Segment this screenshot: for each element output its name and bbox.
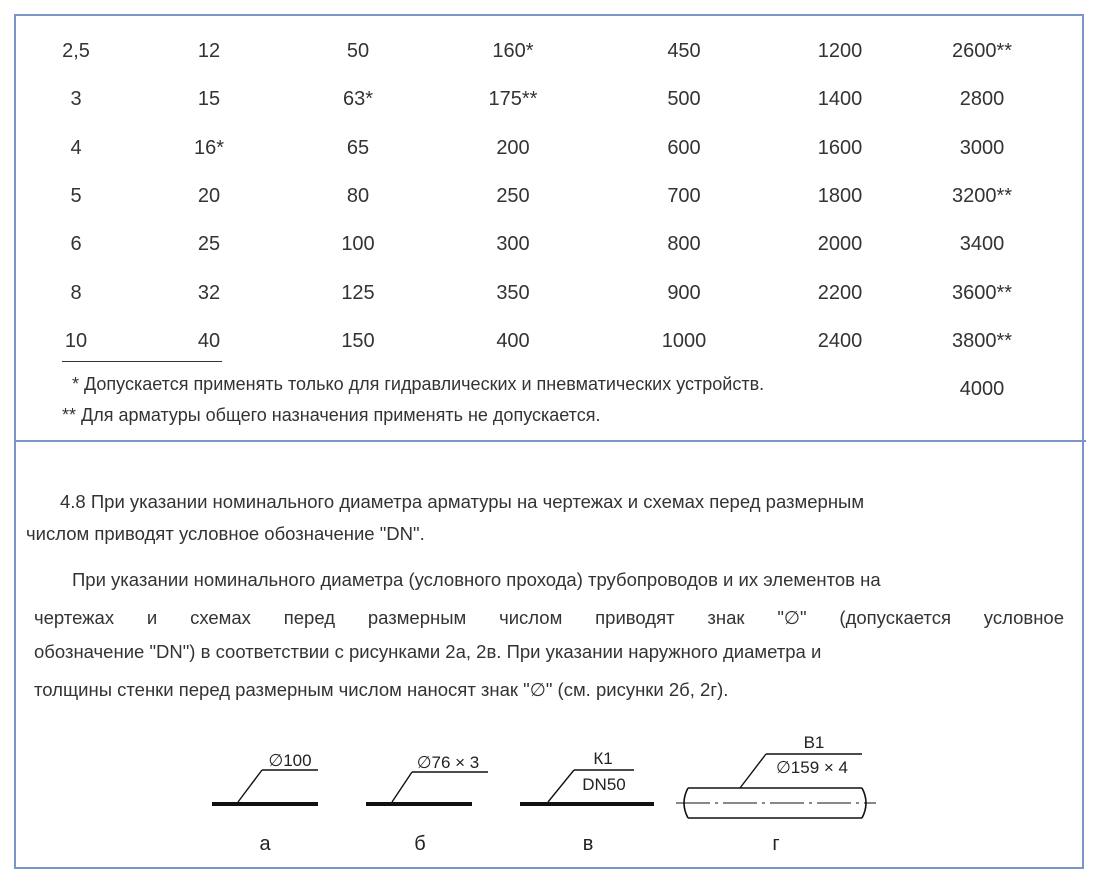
table-cell: 50 xyxy=(346,40,370,62)
paragraph-4-8-line-2: числом приводят условное обозначение "DN". xyxy=(26,523,425,544)
paragraph-2-line-4: толщины стенки перед размерным числом наносят знак "∅" (см. рисунки 2б, 2г). xyxy=(34,679,729,700)
table-cell: 450 xyxy=(667,40,701,62)
table-cell: 100 xyxy=(341,233,375,255)
table-cell: 300 xyxy=(496,233,530,255)
footnote-single-asterisk: * Допускается применять только для гидравлических и пневматических устройств. xyxy=(72,374,765,394)
table-cell: 2000 xyxy=(817,233,863,255)
paragraph-2-line-1: При указании номинального диаметра (условного прохода) трубопроводов и их элементов на xyxy=(72,569,881,590)
paragraph-4-8-line-1: 4.8 При указании номинального диаметра арматуры на чертежах и схемах перед размерным xyxy=(60,491,865,512)
table-cell-extra: 4000 xyxy=(959,378,1005,400)
figure-v-caption: в xyxy=(582,833,594,855)
table-cell: 3400 xyxy=(959,233,1005,255)
figure-g-label-bottom: ∅159 × 4 xyxy=(775,758,849,777)
table-cell: 80 xyxy=(346,185,370,207)
paragraph-2-line-3: обозначение "DN") в соответствии с рисунками 2а, 2в. При указании наружного диаметра и xyxy=(34,641,822,662)
figure-b-caption: б xyxy=(414,833,426,855)
table-cell: 150 xyxy=(341,330,375,352)
table-cell: 125 xyxy=(341,282,375,304)
table-cell: 40 xyxy=(197,330,221,352)
table-cell: 25 xyxy=(197,233,221,255)
figure-b xyxy=(366,753,488,855)
table-cell: 3600** xyxy=(951,282,1013,304)
paragraph-2-line-2: чертежах и схемах перед размерным числом приводят знак "∅" (допускается условное xyxy=(34,607,1064,628)
figures-area xyxy=(0,720,1100,870)
table-cell: 350 xyxy=(496,282,530,304)
table-cell: 175** xyxy=(488,88,538,110)
table-cell: 6 xyxy=(70,233,82,255)
section-divider xyxy=(14,440,1086,442)
footnote-double-asterisk: ** Для арматуры общего назначения применять не допускается. xyxy=(62,405,601,425)
table-cell: 65 xyxy=(346,137,370,159)
table-cell: 2600** xyxy=(951,40,1013,62)
table-cell: 16* xyxy=(193,137,225,159)
table-cell: 200 xyxy=(496,137,530,159)
figure-v-label-top: К1 xyxy=(593,749,613,768)
figure-v-label-bottom: DN50 xyxy=(582,775,626,794)
figure-b-label: ∅76 × 3 xyxy=(416,753,480,772)
footnote-separator-line xyxy=(62,361,222,362)
table-cell: 2800 xyxy=(959,88,1005,110)
figure-g-caption: г xyxy=(772,833,780,855)
table-cell: 10 xyxy=(64,330,88,352)
table-cell: 600 xyxy=(667,137,701,159)
figure-g-label-top: В1 xyxy=(803,733,825,752)
table-cell: 1800 xyxy=(817,185,863,207)
table-cell: 1000 xyxy=(661,330,707,352)
figure-a xyxy=(212,751,318,855)
table-cell: 900 xyxy=(667,282,701,304)
table-cell: 2,5 xyxy=(62,40,90,62)
figures-drawing xyxy=(0,720,1100,870)
table-cell: 3 xyxy=(70,88,82,110)
figure-g xyxy=(676,733,876,855)
figure-a-caption: а xyxy=(259,833,271,855)
table-cell: 32 xyxy=(197,282,221,304)
table-cell: 800 xyxy=(667,233,701,255)
table-cell: 3800** xyxy=(951,330,1013,352)
table-cell: 63* xyxy=(342,88,374,110)
table-cell: 3000 xyxy=(959,137,1005,159)
table-cell: 500 xyxy=(667,88,701,110)
table-cell: 12 xyxy=(197,40,221,62)
table-cell: 700 xyxy=(667,185,701,207)
table-cell: 3200** xyxy=(951,185,1013,207)
table-cell: 8 xyxy=(70,282,82,304)
table-cell: 20 xyxy=(197,185,221,207)
table-cell: 1200 xyxy=(817,40,863,62)
figure-a-label: ∅100 xyxy=(268,751,312,770)
table-cell: 2200 xyxy=(817,282,863,304)
table-cell: 4 xyxy=(70,137,82,159)
table-cell: 1400 xyxy=(817,88,863,110)
table-cell: 2400 xyxy=(817,330,863,352)
table-cell: 1600 xyxy=(817,137,863,159)
table-cell: 5 xyxy=(70,185,82,207)
table-cell: 250 xyxy=(496,185,530,207)
table-cell: 160* xyxy=(492,40,534,62)
table-cell: 15 xyxy=(197,88,221,110)
table-cell: 400 xyxy=(496,330,530,352)
figure-v xyxy=(520,749,654,855)
